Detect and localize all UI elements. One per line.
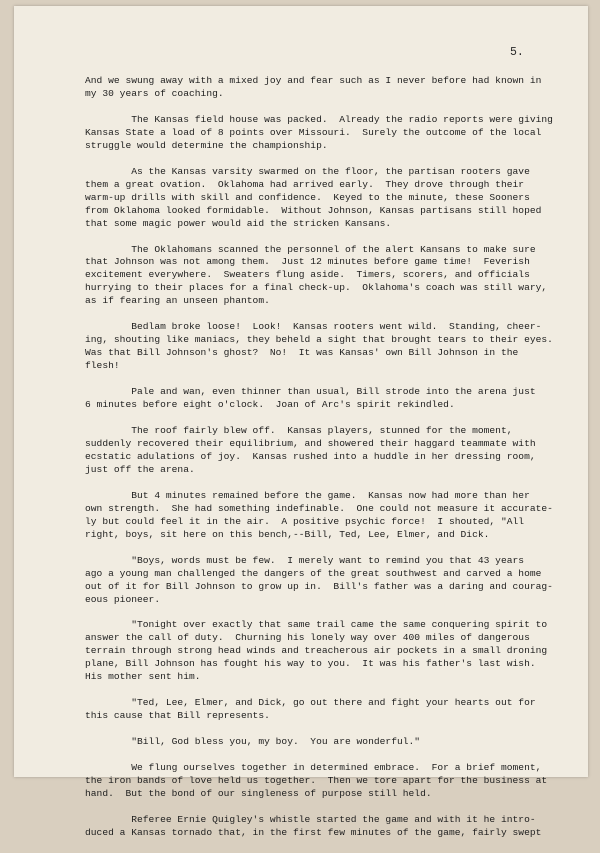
- text-line: Pale and wan, even thinner than usual, Bill strode into the arena just: [85, 386, 536, 398]
- text-line: We flung ourselves together in determined embrace. For a brief moment,: [85, 762, 542, 774]
- text-line: excitement everywhere. Sweaters flung aside. Timers, scorers, and officials: [85, 269, 530, 281]
- paragraph: [85, 386, 555, 412]
- text-line: plane, Bill Johnson has fought his way to you. It was his father's last wish.: [85, 658, 536, 670]
- text-line: "Boys, words must be few. I merely want to remind you that 43 years: [85, 554, 525, 566]
- text-line: ago a young man challenged the dangers of the great southwest and carved a home: [85, 567, 542, 579]
- text-line: The roof fairly blew off. Kansas players, stunned for the moment,: [85, 425, 513, 437]
- text-line: 6 minutes before eight o'clock. Joan of Arc's spirit rekindled.: [85, 399, 455, 411]
- text-line: right, boys, sit here on this bench,--Bill, Ted, Lee, Elmer, and Dick.: [85, 528, 490, 540]
- paragraph: [85, 762, 555, 801]
- text-line: Kansas State a load of 8 points over Missouri. Surely the outcome of the local: [85, 126, 542, 138]
- page-number: 5.: [510, 46, 524, 59]
- text-line: eous pioneer.: [85, 593, 161, 605]
- text-line: answer the call of duty. Churning his lonely way over 400 miles of dangerous: [85, 632, 530, 644]
- text-line: "Ted, Lee, Elmer, and Dick, go out there and fight your hearts out for: [85, 697, 536, 709]
- typewritten-page: [14, 6, 588, 838]
- text-line: "Tonight over exactly that same trail came the same conquering spirit to: [85, 619, 548, 631]
- text-line: "Bill, God bless you, my boy. You are wonderful.": [85, 736, 421, 748]
- text-line: But 4 minutes remained before the game. Kansas now had more than her: [85, 489, 530, 501]
- text-line: hand. But the bond of our singleness of purpose still held.: [85, 787, 432, 799]
- text-line: this cause that Bill represents.: [85, 710, 270, 722]
- text-line: my 30 years of coaching.: [85, 87, 224, 99]
- text-line: And we swung away with a mixed joy and fear such as I never before had known in: [85, 75, 542, 86]
- text-line: struggle would determine the championship.: [85, 139, 328, 151]
- text-line: the iron bands of love held us together. Then we tore apart for the business at: [85, 775, 548, 787]
- text-line: hurrying to their places for a final check-up. Oklahoma's coach was still wary,: [85, 282, 548, 294]
- body-text: [85, 75, 555, 853]
- text-line: flesh!: [85, 360, 120, 372]
- text-line: Referee Ernie Quigley's whistle started the game and with it he intro-: [85, 813, 536, 825]
- text-line: ing, shouting like maniacs, they beheld a sight that brought tears to their eyes.: [85, 334, 553, 346]
- text-line: Was that Bill Johnson's ghost? No! It was Kansas' own Bill Johnson in the: [85, 347, 519, 359]
- paragraph: [85, 321, 555, 373]
- text-line: The Kansas field house was packed. Already the radio reports were giving: [85, 113, 553, 125]
- text-line: ecstatic adulations of joy. Kansas rushed into a huddle in her dressing room,: [85, 450, 536, 462]
- text-line: suddenly recovered their equilibrium, and showered their haggard teammate with: [85, 437, 536, 449]
- text-line: As the Kansas varsity swarmed on the floor, the partisan rooters gave: [85, 165, 530, 177]
- text-line: that some magic power would aid the stricken Kansans.: [85, 217, 392, 229]
- text-line: Bedlam broke loose! Look! Kansas rooters went wild. Standing, cheer-: [85, 321, 542, 333]
- paragraph: [85, 814, 555, 840]
- text-line: from Oklahoma looked formidable. Without Johnson, Kansas partisans still hoped: [85, 204, 542, 216]
- text-line: out of it for Bill Johnson to grow up in. Bill's father was a daring and courag-: [85, 580, 553, 592]
- text-line: The Oklahomans scanned the personnel of the alert Kansans to make sure: [85, 243, 536, 255]
- paragraph: [85, 490, 555, 542]
- paragraph: [85, 619, 555, 684]
- text-line: just off the arena.: [85, 463, 195, 475]
- text-line: duced a Kansas tornado that, in the first few minutes of the game, fairly swept: [85, 826, 542, 838]
- text-line: that Johnson was not among them. Just 12 minutes before game time! Feverish: [85, 256, 530, 268]
- text-line: them a great ovation. Oklahoma had arrived early. They drove through their: [85, 178, 525, 190]
- paragraph: [85, 75, 555, 101]
- paragraph: [85, 697, 555, 723]
- text-line: terrain through strong head winds and treacherous air pockets in a small droning: [85, 645, 548, 657]
- text-line: as if fearing an unseen phantom.: [85, 295, 270, 307]
- paragraph: [85, 425, 555, 477]
- text-line: His mother sent him.: [85, 671, 201, 683]
- paragraph: [85, 555, 555, 607]
- paragraph: [85, 114, 555, 153]
- text-line: warm-up drills with skill and confidence. Keyed to the minute, these Sooners: [85, 191, 530, 203]
- paragraph: [85, 736, 555, 749]
- text-line: own strength. She had something indefinable. One could not measure it accurate-: [85, 502, 553, 514]
- paragraph: [85, 166, 555, 231]
- paragraph: [85, 244, 555, 309]
- text-line: ly but could feel it in the air. A positive psychic force! I shouted, "All: [85, 515, 525, 527]
